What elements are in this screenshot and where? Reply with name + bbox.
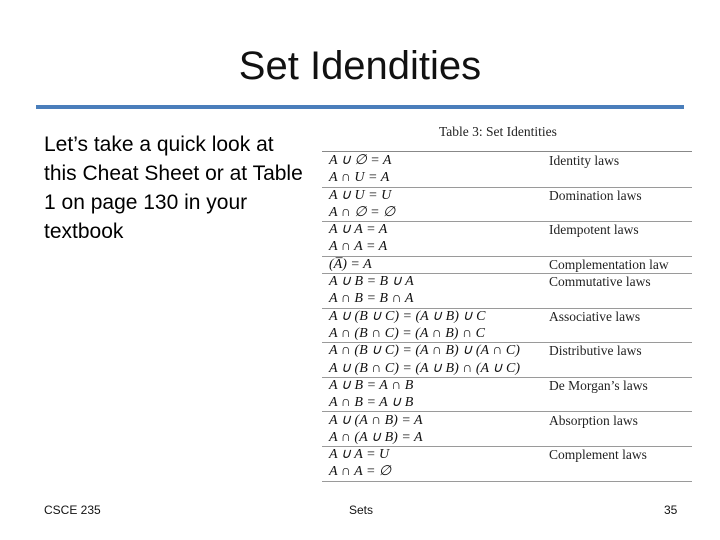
identity-equation: A ∪ U = U bbox=[329, 187, 392, 203]
slide-title: Set Idendities bbox=[238, 44, 482, 88]
law-name: Distributive laws bbox=[549, 343, 642, 359]
identity-equation: A ∪ ∅ = A bbox=[329, 153, 392, 168]
title-underline bbox=[36, 105, 684, 109]
identity-equation: A ∩ B = A ∪ B bbox=[329, 395, 414, 411]
identity-equation: A ∩ B = B ∩ A bbox=[329, 291, 414, 307]
identity-equation: A ∩ (B ∩ C) = (A ∩ B) ∩ C bbox=[329, 325, 485, 341]
law-group bbox=[322, 273, 692, 309]
identity-equation: A ∩ (B ∪ C) = (A ∩ B) ∪ (A ∩ C) bbox=[329, 343, 520, 359]
table-caption: Table 3: Set Identities bbox=[439, 124, 557, 139]
footer-topic: Sets bbox=[349, 503, 374, 517]
law-group bbox=[322, 221, 692, 257]
law-group bbox=[322, 308, 692, 344]
identity-equation: A ∪ (B ∪ C) = (A ∪ B) ∪ C bbox=[329, 308, 486, 324]
identity-equation: A ∪ B = A ∩ B bbox=[329, 377, 414, 393]
law-name: Complementation law bbox=[549, 256, 669, 272]
law-group bbox=[322, 446, 692, 482]
identity-equation: A ∪ (B ∩ C) = (A ∪ B) ∩ (A ∪ C) bbox=[329, 360, 521, 376]
identity-equation: A ∩ (A ∪ B) = A bbox=[329, 429, 423, 445]
law-group bbox=[322, 152, 692, 188]
identity-equation: A ∩ U = A bbox=[329, 170, 390, 186]
law-group bbox=[322, 377, 692, 413]
law-group bbox=[322, 187, 692, 223]
identity-equation: A ∪ A = A bbox=[329, 222, 388, 238]
identity-equation: A ∪ B = B ∪ A bbox=[329, 274, 414, 290]
law-group bbox=[322, 342, 692, 378]
identity-equation: A ∪ A = U bbox=[329, 447, 390, 463]
law-name: Commutative laws bbox=[549, 274, 651, 290]
law-name: Domination laws bbox=[549, 187, 642, 203]
law-name: Absorption laws bbox=[549, 412, 638, 428]
law-name: Idempotent laws bbox=[549, 222, 639, 238]
set-identities-table bbox=[318, 120, 694, 482]
identity-equation: A ∩ ∅ = ∅ bbox=[329, 204, 396, 220]
law-name: Complement laws bbox=[549, 447, 647, 463]
footer-course: CSCE 235 bbox=[44, 503, 101, 517]
law-name: De Morgan’s laws bbox=[549, 377, 648, 393]
identity-equation: (A̅) = A bbox=[329, 256, 372, 272]
law-name: Identity laws bbox=[549, 153, 620, 168]
identity-equation: A ∩ A = A bbox=[329, 239, 388, 255]
body-text: Let’s take a quick look at this Cheat Sheet or at Table 1 on page 130 in your textbook bbox=[44, 133, 303, 243]
law-group bbox=[322, 412, 692, 448]
identity-equation: A ∩ A = ∅ bbox=[329, 464, 392, 480]
slide-number: 35 bbox=[664, 503, 678, 517]
law-name: Associative laws bbox=[549, 308, 641, 324]
identity-equation: A ∪ (A ∩ B) = A bbox=[329, 412, 423, 428]
law-group bbox=[322, 256, 692, 274]
